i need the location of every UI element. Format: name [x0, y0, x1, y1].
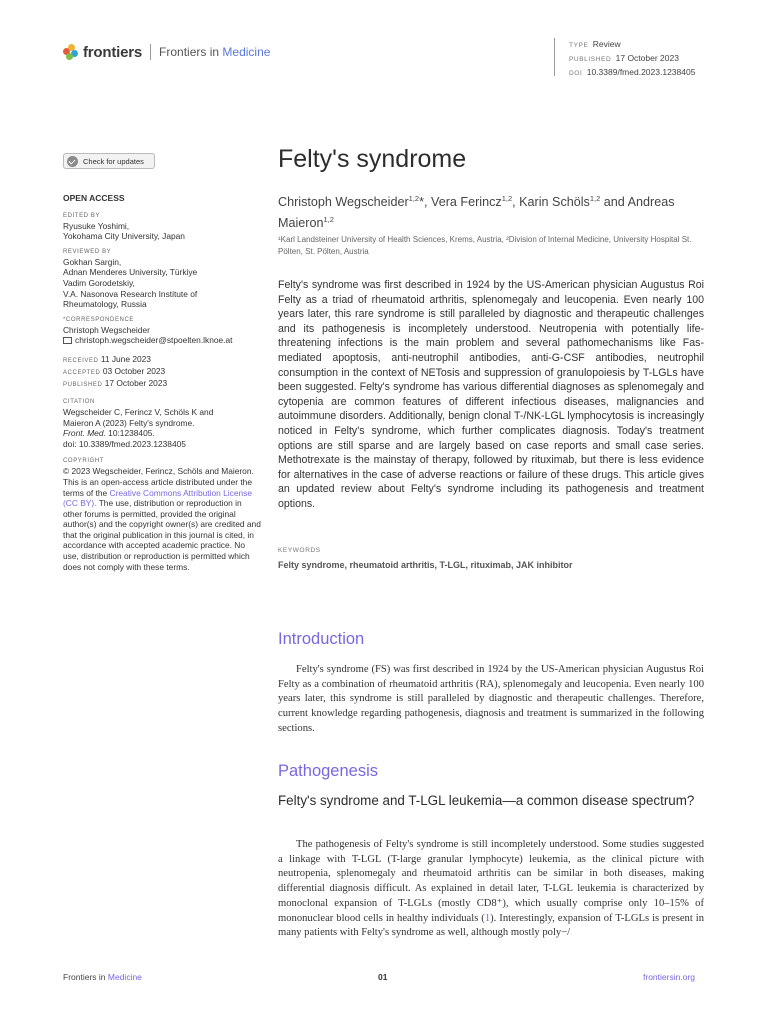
author-separator: and [600, 195, 628, 210]
meta-doi-value[interactable]: 10.3389/fmed.2023.1238405 [586, 67, 696, 77]
pathogenesis-subheading: Felty's syndrome and T-LGL leukemia—a common disease spectrum? [278, 793, 695, 808]
editor-affiliation: Yokohama City University, Japan [63, 231, 185, 242]
citation-text [63, 407, 263, 449]
check-for-updates-button[interactable] [63, 153, 155, 169]
pathogenesis-heading: Pathogenesis [278, 762, 378, 780]
journal-prefix: Frontiers in [159, 45, 220, 59]
meta-published [569, 52, 695, 66]
editor-info [63, 221, 263, 242]
affiliations: ¹Karl Landsteiner University of Health Sciences, Krems, Austria, ²Division of Internal Medicine, University Hospital St. Pölten, St. Pölten, Austria [278, 235, 692, 256]
author [278, 195, 431, 209]
citation-volume: 10:1238405. [108, 428, 155, 439]
correspondence-label: *CORRESPONDENCE [63, 316, 135, 323]
footer-journal-name: Medicine [107, 972, 142, 982]
correspondence-info [63, 325, 263, 346]
article-dates [63, 354, 263, 390]
copyright-text [63, 466, 263, 572]
copyright-text-part: The use, distribution or reproduction in other forums is permitted, provided the original author(s) and the copyright owner(s) are credited and that the original publication in this journal is cited, in accordance with accepted academic practice. No use, distribution or reproduction is permitted which does not comply with these terms. [63, 498, 261, 572]
pathogenesis-paragraph [278, 838, 704, 941]
citation-journal: Front. Med. [63, 428, 106, 439]
meta-published-label: PUBLISHED [569, 56, 612, 63]
footer-journal[interactable] [63, 972, 142, 982]
paragraph-text: The pathogenesis of Felty's syndrome is still incompletely understood. Some studies suggested a linkage with T-LGL (T-large granular lymphocyte) leukemia, as the clinical picture with neutropenia, splenomegaly and rheumatoid arthritis can be similar in both diseases, making differential diagnosis difficult. As explained in detail later, T-LGL leukemia is characterized by monoclonal expansion of T-LGLs (mostly CD8⁺), which usually comprise only 10–15% of mononuclear blood cells in healthy individuals ( [278, 839, 704, 924]
edited-by-label: EDITED BY [63, 212, 101, 219]
frontiers-logo[interactable] [63, 42, 270, 62]
introduction-heading: Introduction [278, 630, 365, 648]
article-title: Felty's syndrome [278, 145, 467, 173]
introduction-paragraph: Felty's syndrome (FS) was first described in 1924 by the US-American physician Augustus Roi Felty as a combination of rheumatoid arthritis (RA), splenomegaly and leucopenia. Even nearly 100 years later, this syndrome is still paralleled by diagnostic and therapeutic challenges. Therefore, current knowledge regarding pathogenesis, diagnosis and treatment is summarized in the following sections. [278, 664, 704, 734]
abstract: Felty's syndrome was first described in 1924 by the US-American physician Augustus Roi Felty as a triad of rheumatoid arthritis, splenomegaly and leucopenia. Even nearly 100 years later, this rare syndrome is still paralleled by diagnostic and therapeutic challenges and its pathogenesis is incompletely understood. Neutropenia with potentially life-threatening infections is the main problem and several pathomechanisms like Fas-mediated apoptosis, anti-neutrophil antibodies, anti-G-CSF antibodies, neutrophil consumption in the context of NETosis and suppression of granulopoiesis by T-LGLs have been suggested. Felty's syndrome has various differential diagnoses as splenomegaly and cytopenia are common features of different infectious diseases, malignancies and autoimmune disorders. Additionally, benign clonal T-/NK-LGL lymphocytosis is increasingly noticed in Felty's syndrome, which further complicates diagnosis. Today's treatment options are still sparse and are largely based on case reports and small case series. Methotrexate is the mainstay of therapy, followed by rituximab, but there is less evidence for alternatives in the case of adverse reactions or failure of these drugs. This article gives an updated review about Felty's syndrome including its pathogenesis and treatment options. [278, 279, 704, 510]
paragraph-text: ). Interestingly, expansion of T-LGLs is present in many patients with Felty's syndrome as well, although mostly poly−/ [278, 912, 704, 939]
copyright-text-part: © 2023 Wegscheider, Ferincz, Schöls and Maieron. This is an open-access article distributed under the terms of the [63, 466, 254, 498]
logo-divider [150, 44, 151, 60]
article-sidebar [63, 193, 263, 572]
published-label: PUBLISHED [63, 381, 103, 388]
author-separator: , [512, 195, 520, 210]
mail-icon [63, 337, 72, 344]
author-affiliation-ref: 1,2 [501, 194, 513, 203]
open-access-label: OPEN ACCESS [63, 193, 125, 203]
author-list [278, 190, 708, 232]
author-name[interactable]: Karin Schöls [519, 195, 590, 210]
received-date: 11 June 2023 [100, 353, 151, 364]
author-affiliation-ref: 1,2 [589, 194, 601, 203]
meta-type-value: Review [592, 39, 621, 49]
cc-by-license-link[interactable]: Creative Commons Attribution License (CC BY). [63, 487, 252, 509]
received-label: RECEIVED [63, 357, 99, 364]
reviewer-affiliation: Rheumatology, Russia [63, 299, 147, 310]
meta-doi [569, 66, 695, 80]
citation-doi[interactable]: doi: 10.3389/fmed.2023.1238405 [63, 438, 186, 449]
author-name[interactable]: Andreas Maieron [278, 195, 675, 231]
citation-line: Wegscheider C, Ferincz V, Schöls K and [63, 406, 214, 417]
journal-title: Medicine [222, 45, 271, 59]
accepted-label: ACCEPTED [63, 369, 101, 376]
reviewer-name: Vadim Gorodetskiy, [63, 277, 135, 288]
author-name[interactable]: Christoph Wegscheider [278, 195, 409, 210]
citation-label: CITATION [63, 398, 95, 405]
citation-line [63, 428, 263, 439]
meta-published-value: 17 October 2023 [615, 53, 679, 63]
reviewer-name: Gokhan Sargin, [63, 256, 122, 267]
author-name[interactable]: Vera Ferincz [431, 195, 502, 210]
check-icon [67, 156, 78, 167]
editor-name: Ryusuke Yoshimi, [63, 220, 130, 231]
reviewer-affiliation: V.A. Nasonova Research Institute of [63, 288, 198, 299]
reviewer-affiliation: Adnan Menderes University, Türkiye [63, 267, 198, 278]
article-meta [554, 38, 695, 76]
reviewer-info [63, 257, 263, 310]
frontiers-logo-icon [63, 44, 79, 60]
meta-type [569, 38, 695, 52]
journal-name[interactable] [159, 45, 270, 59]
keywords-label: KEYWORDS [278, 547, 321, 554]
author [431, 195, 519, 209]
brand-name: frontiers [83, 43, 143, 61]
keywords: Felty syndrome, rheumatoid arthritis, T-LGL, rituximab, JAK inhibitor [278, 560, 573, 570]
correspondence-email-row [63, 335, 263, 346]
author-affiliation-ref: 1,2 [323, 215, 334, 225]
meta-doi-label: DOI [569, 70, 583, 77]
footer-site-link[interactable]: frontiersin.org [643, 972, 695, 982]
author [519, 195, 627, 209]
check-for-updates-label: Check for updates [83, 156, 144, 166]
published-date: 17 October 2023 [104, 377, 168, 388]
meta-type-label: TYPE [569, 42, 589, 49]
reviewed-by-label: REVIEWED BY [63, 248, 112, 255]
copyright-label: COPYRIGHT [63, 458, 105, 465]
author-separator: *, [419, 195, 432, 210]
footer-journal-prefix: Frontiers in [63, 972, 106, 982]
reference-link[interactable]: 1 [484, 912, 491, 924]
correspondence-email[interactable]: christoph.wegscheider@stpoelten.lknoe.at [75, 335, 233, 346]
author-affiliation-ref: 1,2 [408, 194, 420, 203]
page-number: 01 [378, 972, 388, 982]
citation-line: Maieron A (2023) Felty's syndrome. [63, 417, 195, 428]
accepted-date: 03 October 2023 [102, 365, 166, 376]
correspondence-name: Christoph Wegscheider [63, 324, 150, 335]
